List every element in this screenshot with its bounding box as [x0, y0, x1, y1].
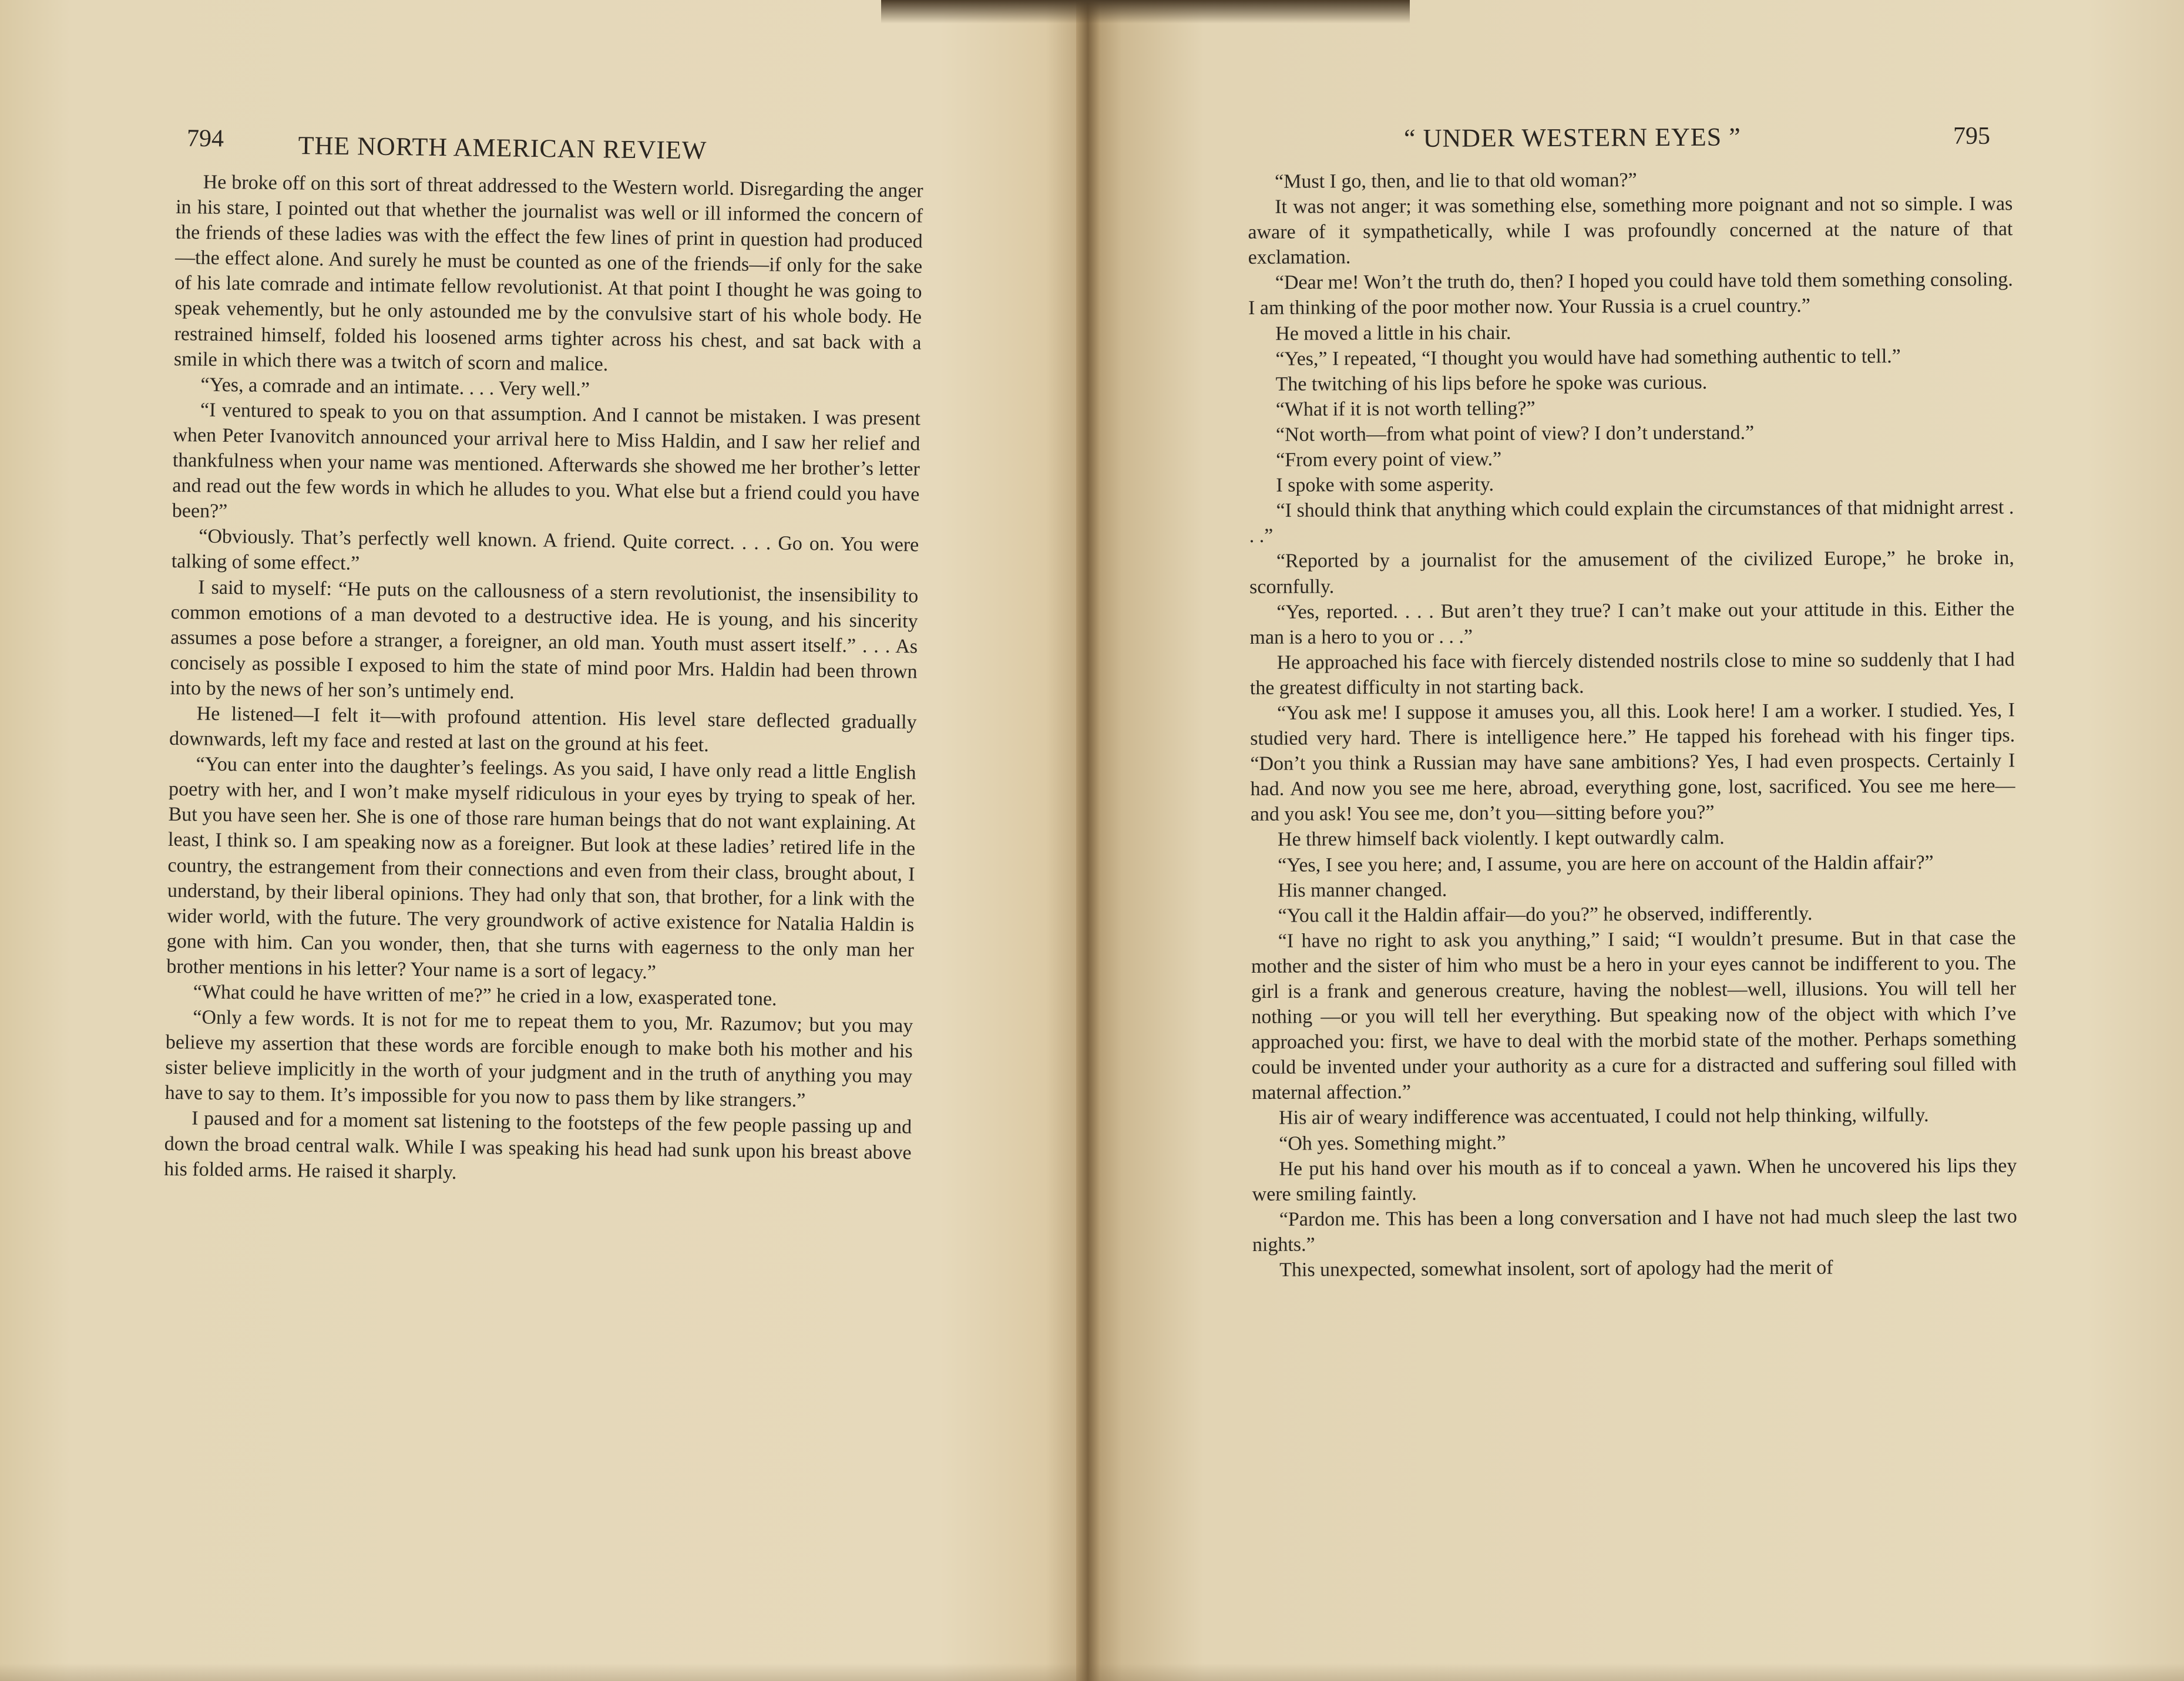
paragraph: He listened—I felt it—with profound attention. His level stare deflected gradually downwards, left my face and rested at last on the ground at his feet.	[169, 702, 917, 757]
paragraph: “Yes, reported. . . . But aren’t they true? I can’t make out your attitude in this. Either the man is a hero to you or . . .”	[1249, 597, 2015, 648]
paragraph: He broke off on this sort of threat addressed to the Western world. Disregarding the anger in his stare, I pointed out that whether the journalist was well or ill informed the concern of the friends of these ladies was with the effect the few lines of print in question had produced—the effect alone. And surely he must be counted as one of the friends—if only for the sake of his late comrade and intimate fellow revolutionist. At that point I thought he was going to speak vehemently, but he only astounded me by the convulsive start of his whole body. He restrained himself, folded his loosened arms tighter across his chest, and sat back with a smile in which there was a twitch of scorn and malice.	[173, 171, 923, 375]
paragraph: “You call it the Haldin affair—do you?” he observed, indifferently.	[1278, 902, 1813, 927]
paragraph: “Yes,” I repeated, “I thought you would have had something authentic to tell.”	[1275, 345, 1901, 370]
paragraph: “Oh yes. Something might.”	[1279, 1131, 1506, 1155]
paragraph: He put his hand over his mouth as if to conceal a yawn. When he uncovered his lips they were smiling faintly.	[1252, 1154, 2017, 1205]
left-page	[0, 0, 1087, 1681]
book-gutter	[1076, 0, 1100, 1681]
paragraph: “Only a few words. It is not for me to repeat them to you, Mr. Razumov; but you may believe my assertion that these words are forcible enough to make both his mother and his sister believe implicitly in the worth of your judgment and in the truth of anything you may have to say to them. It’s impossible for you now to pass them by like strangers.”	[164, 1006, 913, 1112]
paragraph: “I ventured to speak to you on that assumption. And I cannot be mistaken. I was present when Peter Ivanovitch announced your arrival here to Miss Haldin, and I saw her relief and thankfulness when your name was mentioned. Afterwards she showed me her brother’s letter and read out the few words in which he alludes to you. What else but a friend could you have been?”	[172, 399, 921, 523]
paragraph: I spoke with some asperity.	[1276, 473, 1494, 496]
running-head: “ UNDER WESTERN EYES ”	[1404, 122, 1741, 153]
paragraph: “You can enter into the daughter’s feelings. As you said, I have only read a little English poetry with her, and I won’t make myself ridiculous in your eyes by trying to speak of her. But you have seen her. She is one of those rare human beings that do not want explaining. At least, I think so. I am speaking now as a foreigner. But look at these ladies’ retired life in the country, the estrangement from their connections and even from their class, brought about, I understand, by their liberal opinions. They had only that son, that brother, for a link with the wider world, with the future. The very groundwork of active existence for Natalia Haldin is gone with him. Can you wonder, then, that she turns with eagerness to the only man her brother mentions in his letter? Your name is a sort of legacy.”	[166, 753, 916, 983]
paragraph: “Not worth—from what point of view? I don’t understand.”	[1275, 422, 1755, 446]
paragraph: “From every point of view.”	[1276, 448, 1502, 471]
paragraph: “Pardon me. This has been a long conversation and I have not had much sleep the last two nights.”	[1252, 1205, 2017, 1256]
paragraph: “What if it is not worth telling?”	[1275, 397, 1535, 421]
paragraph: “I have no right to ask you anything,” I said; “I wouldn’t presume. But in that case the mother and the sister of him who must be a hero in your eyes cannot be indifferent to you. The girl is a frank and generous creature, having the noblest—well, illusions. You will tell her nothing —or you will tell her everything. But speaking now of the object with which I’ve approached you: first, we have to deal with the morbid state of the mother. Perhaps something could be invented under your authority as a cure for a distracted and suffering soul filled with maternal affection.”	[1251, 927, 2017, 1104]
paragraph: He moved a little in his chair.	[1275, 321, 1511, 345]
paragraph: “I should think that anything which could explain the circumstances of that midnight arrest . . .”	[1249, 496, 2014, 547]
paragraph: “Obviously. That’s perfectly well known. A friend. Quite correct. . . . Go on. You were talking of some effect.”	[171, 525, 919, 575]
top-shadow	[881, 0, 1410, 23]
paragraph: The twitching of his lips before he spoke was curious.	[1275, 371, 1708, 395]
paragraph: This unexpected, somewhat insolent, sort of apology had the merit of	[1279, 1256, 1833, 1281]
paragraph: His manner changed.	[1278, 879, 1447, 902]
paragraph: I paused and for a moment sat listening to the footsteps of the few people passing up and down the broad central walk. While I was speaking his head had sunk upon his breast above his folded arms. He raised it sharply.	[163, 1107, 912, 1184]
page-number: 795	[1953, 123, 1990, 150]
running-head: THE NORTH AMERICAN REVIEW	[298, 130, 707, 165]
paragraph: He approached his face with fiercely distended nostrils close to mine so suddenly that I had the greatest difficulty in not starting back.	[1249, 648, 2015, 699]
left-page-text	[164, 169, 923, 1191]
bottom-shadow	[0, 1663, 2184, 1681]
paragraph: It was not anger; it was something else, something more poignant and not so simple. I was aware of it sympathetically, while I was profoundly concerned at the nature of that exclamation.	[1248, 193, 2013, 269]
paragraph: His air of weary indifference was accentuated, I could not help thinking, wilfully.	[1278, 1104, 1929, 1129]
paragraph: “Dear me! Won’t the truth do, then? I hoped you could have told them something consoling. I am thinking of the poor mother now. Your Russia is a cruel country.”	[1248, 268, 2013, 320]
paragraph: “Reported by a journalist for the amusement of the civilized Europe,” he broke in, scornfully.	[1249, 547, 2014, 598]
paragraph: “Must I go, then, and lie to that old woman?”	[1275, 169, 1637, 193]
paragraph: I said to myself: “He puts on the callousness of a stern revolutionist, the insensibility to common emotions of a man devoted to a destructive idea. He is young, and his sincerity assumes a pose before a stranger, a foreigner, an old man. Youth must assert itself.” . . . As concisely as possible I exposed to him the state of mind poor Mrs. Haldin had been thrown into by the news of her son’s untimely end.	[169, 576, 919, 703]
page-number: 794	[186, 125, 224, 153]
paragraph: “Yes, a comrade and an intimate. . . . Very well.”	[200, 374, 590, 401]
right-page-text	[1248, 166, 2017, 1283]
paragraph: “Yes, I see you here; and, I assume, you are here on account of the Haldin affair?”	[1278, 851, 1934, 876]
paragraph: “You ask me! I suppose it amuses you, all this. Look here! I am a worker. I studied. Yes, I studied very hard. There is intelligence here.” He tapped his forehead with his finger tips. “Don’t you think a Russian may have sane ambitions? Yes, I had even prospects. Certainly I had. And now you see me here, abroad, everything gone, lost, sacrificed. You see me here—and you ask! You see me, don’t you—sitting before you?”	[1250, 699, 2015, 826]
paragraph: He threw himself back violently. I kept outwardly calm.	[1277, 826, 1725, 851]
paragraph: “What could he have written of me?” he cried in a low, exasperated tone.	[193, 981, 777, 1010]
